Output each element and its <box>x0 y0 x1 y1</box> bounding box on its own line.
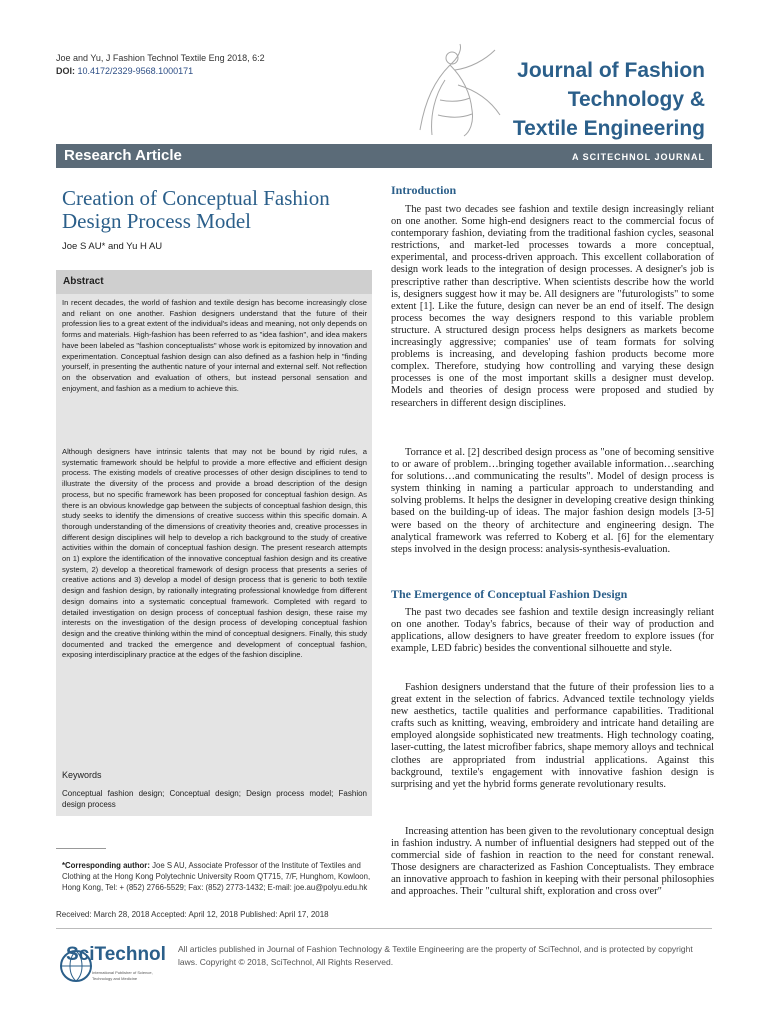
keywords-text: Conceptual fashion design; Conceptual design; Design process model; Fashion design process <box>62 789 367 809</box>
doi-line <box>56 65 265 78</box>
section-heading-emergence: The Emergence of Conceptual Fashion Design <box>391 587 628 601</box>
corresponding-author-label: *Corresponding author: <box>62 861 150 870</box>
scitechnol-wordmark: SciTechnol <box>66 944 166 965</box>
publisher-tagline: A SCITECHNOL JOURNAL <box>571 152 705 162</box>
intro-paragraph-2: Torrance et al. [2] described design process as "one of becoming sensitive to or aware of problem…bringing together available information…searching for solutions…and communicating the results". Model of design process is system thinking in naming a particular approach to understanding and solving problems. It helps the designer in developing creative design thinking based on the building-up of ideas. The major fashion design models [3-5] were based on the theory of architecture and engineering design. The analytical framework was referred to Koberg et al. [6] for the elementary steps involved in the design process: analysis-synthesis-evaluation. <box>391 447 714 555</box>
citation-text: Joe and Yu, J Fashion Technol Textile Eng 2018, 6:2 <box>56 53 265 63</box>
keywords-heading: Keywords <box>62 770 102 780</box>
article-title: Creation of Conceptual Fashion Design Process Model <box>62 186 330 233</box>
abstract-paragraph-1: In recent decades, the world of fashion and textile design has become increasingly close and reliant on one another. Fashion designers understand that the future of their profession lies to a great extent of the individual's ideas and meaning, not only depends on forms and materials. High-fashion has been referred to as "idea fashion", and idea makers have been labeled as "fashion conceptualists" whose work is epitomized by innovation and experimentation. Conceptual fashion design can also defined as a fashion help in "finding yourself, in presenting the authentic nature of your internal and external self. Not reflection on the observation and evaluation of others, but instead personal sensation and enjoyment, and fashion as a medium to achieve this. <box>62 298 367 393</box>
citation-block <box>56 52 265 78</box>
journal-title-line-1: Journal of Fashion <box>517 59 705 82</box>
scitechnol-tagline: International Publisher of Science, Technology and Medicine <box>92 970 153 981</box>
corresponding-author-text: Joe S AU, Associate Professor of the Institute of Textiles and Clothing at the Hong Kong Polytechnic University Room QT715, 7/F, Hunghom, Kowloon, Hong Kong, Tel: + (852) 2766-5529; Fax: (852) 2773-1432; E-mail: joe.au@polyu.edu.hk <box>62 861 371 892</box>
intro-paragraph-1: The past two decades see fashion and textile design increasingly reliant on one another. Some high-end designers react to the commercial focus of contemporary fashion, deviating from the traditional fashion cycles, seasonal restrictions, and market-led processes towards a more conceptual, experimental, and process-driven approach. This excellent collaboration of design work leads to the integration of design processes. A designer's job is prescriptive rather than descriptive. When scientists describe how the world is, designers suggest how it may be. All designers are "futurologists" to some extent [1]. Like the future, design can never be an end of itself. The design process becomes the way designers respond to this variable problem structure. A structured design process helps designers as markets become increasingly aggressive; companies' use of team formats for solving problems is increasing, and developing fashion products become more complex. Therefore, studying how controlling and varying these design processes is one of the most important skills a designer must develop. Models and theories of design process were proposed and studied by researchers in different design disciplines. <box>391 204 714 409</box>
corresponding-author-note <box>62 860 374 893</box>
publication-dates: Received: March 28, 2018 Accepted: April 12, 2018 Published: April 17, 2018 <box>56 910 329 919</box>
footer-divider <box>56 928 712 929</box>
abstract-paragraph-2: Although designers have intrinsic talents that may not be bound by rigid rules, a systematic framework should be helpful to provide a more effective and efficient design process. The existing models of creative processes of other design disciplines to tend to illustrate the diversity of the process and provide a broad description of the design process, but no specific framework has been proposed for conceptual fashion design. As there is an obvious knowledge gap between the subjects of conceptual fashion design, this study seeks to identify the dimensions of creative success within this specific domain. A thorough understanding of the dimensions of creativity theories and, creative processes in different design disciplines will help to develop a rich background to the study of creative activities within the domain of conceptual fashion design. The present research attempts on 1) explore the identification of the innovative conceptual fashion design and its creative system, 2) develop a theoretical framework of design process that presents a series of creative actions and 3) develop a model of design process that is generic to both textile design and fashion design, by rationally integrating professional knowledge from different design domains into a systematic conceptual framework. Completed with regard to detailed investigation on design process of conceptual fashion design, these raise my interests on the investigation of the design process of developing conceptual fashion design and the creative thinking within the mind of conceptual designers. Finally, this study documented and tracked the emergence and development of conceptual fashion, exposing interdisciplinary practice at the edges of the fashion discipline. <box>62 447 367 660</box>
doi-link[interactable]: 10.4172/2329-9568.1000171 <box>77 66 194 76</box>
doi-label: DOI: <box>56 66 75 76</box>
journal-title-line-3: Textile Engineering <box>512 117 705 140</box>
emergence-paragraph-3: Increasing attention has been given to the revolutionary conceptual design in fashion industry. A number of influential designers had stepped out of the commercial side of fashion in reaction to the need for constant renewal. Those designers are characterized as Fashion Conceptualists. They embrace an innovative approach to fashion in keeping with their personal philosophies and approaches. Their "cultural shift, exploration and cross over" <box>391 826 714 898</box>
abstract-header <box>56 270 372 294</box>
scitechnol-logo <box>56 936 164 998</box>
emergence-paragraph-2: Fashion designers understand that the future of their profession lies to a great extent in the selection of fabrics. Advanced textile technology yields new aesthetics, tactile qualities and performance capabilities. Traditional crafts such as knitting, weaving, embroidery and intricate hand detailing are employed alongside sophisticated new treatments. High technology coating, laser-cutting, the latest microfiber fabrics, shape memory alloys and technical clothes are appropriated from industrial applications. Against this background, textile's engagement with innovative fashion design is surprising and yet the hybrid forms generate revolutionary results. <box>391 682 714 790</box>
journal-title-line-2: Technology & <box>567 88 705 111</box>
journal-title <box>375 56 705 143</box>
footnote-divider <box>56 848 106 849</box>
section-heading-introduction: Introduction <box>391 183 457 197</box>
abstract-heading: Abstract <box>63 276 104 287</box>
emergence-paragraph-1: The past two decades see fashion and textile design increasingly reliant on one another. Today's fabrics, because of their way of production and applications, allow designers to have greater freedom to explore issues (for example, LED fabric) besides the conventional silhouette and style. <box>391 607 714 655</box>
copyright-notice: All articles published in Journal of Fashion Technology & Textile Engineering are the property of SciTechnol, and is protected by copyright laws. Copyright © 2018, SciTechnol, All Rights Reserved. <box>178 944 693 967</box>
author-list: Joe S AU* and Yu H AU <box>62 241 163 252</box>
article-type-label: Research Article <box>64 147 182 164</box>
